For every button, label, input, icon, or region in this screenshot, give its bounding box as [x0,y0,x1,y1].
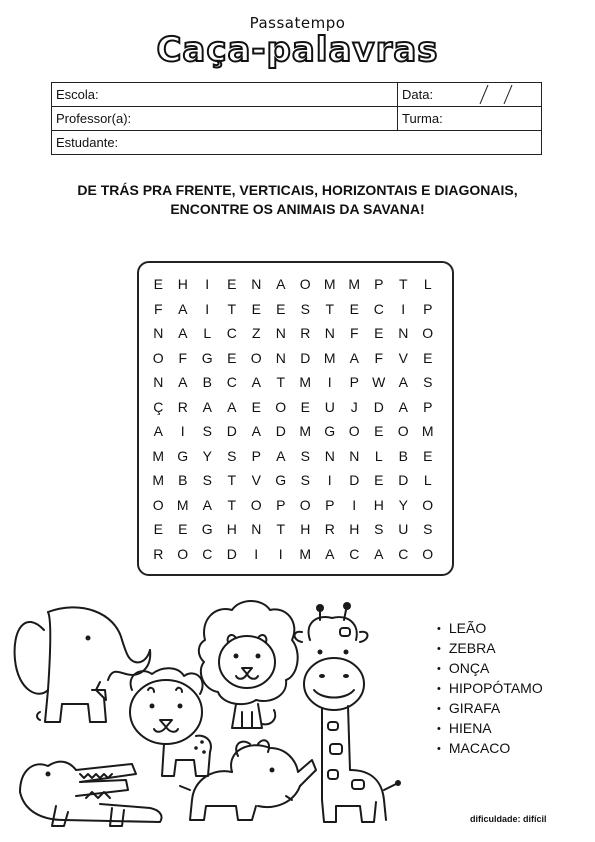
grid-cell[interactable]: E [374,325,384,342]
grid-cell[interactable]: I [180,423,185,440]
grid-cell[interactable]: J [350,398,358,415]
grid-cell[interactable]: E [423,447,433,464]
word-list-item: • GIRAFA [437,699,543,719]
grid-cell[interactable]: Y [202,447,212,464]
grid-cell[interactable]: E [423,349,433,366]
grid-cell[interactable]: A [202,398,212,415]
grid-cell[interactable]: I [327,472,332,489]
grid-cell[interactable]: M [299,423,312,440]
grid-cell[interactable]: C [373,300,384,317]
grid-cell[interactable]: N [275,349,286,366]
grid-cell[interactable]: M [323,276,336,293]
word-list-item: • LEÃO [437,619,543,639]
grid-cell[interactable]: E [227,349,237,366]
grid-cell[interactable]: R [324,521,335,538]
grid-cell[interactable]: O [422,325,434,342]
grid-cell[interactable]: S [227,447,237,464]
grid-cell[interactable]: N [324,325,335,342]
grid-cell[interactable]: M [348,276,361,293]
grid-cell[interactable]: T [227,472,237,489]
date-label: Data: [402,87,434,102]
grid-cell[interactable]: F [374,349,384,366]
grid-cell[interactable]: I [254,545,259,562]
grid-cell[interactable]: U [324,398,335,415]
grid-cell[interactable]: E [349,300,359,317]
crocodile-icon [20,762,162,826]
grid-cell[interactable]: H [373,496,384,513]
grid-cell[interactable]: A [276,447,286,464]
word-list-item: • ZEBRA [437,639,543,659]
grid-cell[interactable]: H [300,521,311,538]
grid-cell[interactable]: L [374,447,383,464]
grid-cell[interactable]: P [423,300,433,317]
grid-cell[interactable]: I [352,496,357,513]
grid-cell[interactable]: T [227,496,237,513]
grid-cell[interactable]: O [250,349,262,366]
worksheet-pretitle: Passatempo [249,14,346,32]
grid-cell[interactable]: A [227,398,237,415]
grid-cell[interactable]: E [178,521,188,538]
instruction-line-1: DE TRÁS PRA FRENTE, VERTICAIS, HORIZONTAIS E DIAGONAIS, [77,182,518,198]
grid-cell[interactable]: T [398,276,408,293]
instruction-line-2: ENCONTRE OS ANIMAIS DA SAVANA! [170,201,425,217]
grid-cell[interactable]: T [325,300,335,317]
grid-cell[interactable]: W [372,374,386,391]
grid-cell[interactable]: M [299,545,312,562]
grid-cell[interactable]: F [349,325,359,342]
class-label: Turma: [402,111,443,126]
grid-cell[interactable]: A [398,398,408,415]
grid-cell[interactable]: G [324,423,336,440]
grid-cell[interactable]: E [276,300,286,317]
grid-cell[interactable]: A [178,300,188,317]
grid-cell[interactable]: P [423,398,433,415]
grid-cell[interactable]: C [226,325,237,342]
grid-cell[interactable]: M [421,423,434,440]
grid-cell[interactable]: E [153,521,163,538]
grid-cell[interactable]: G [177,447,189,464]
grid-cell[interactable]: A [202,496,212,513]
grid-cell[interactable]: I [278,545,283,562]
grid-cell[interactable]: L [203,325,212,342]
grid-cell[interactable]: E [153,276,163,293]
grid-cell[interactable]: A [178,374,188,391]
grid-cell[interactable]: S [374,521,384,538]
grid-cell[interactable]: P [251,447,261,464]
grid-cell[interactable]: L [423,472,432,489]
grid-cell[interactable]: C [202,545,213,562]
grid-cell[interactable]: S [202,472,212,489]
grid-cell[interactable]: O [422,545,434,562]
grid-cell[interactable]: O [152,349,164,366]
grid-cell[interactable]: N [251,521,262,538]
grid-cell[interactable]: N [324,447,335,464]
school-label: Escola: [56,87,99,102]
grid-cell[interactable]: O [348,423,360,440]
grid-cell[interactable]: G [201,349,213,366]
grid-cell[interactable]: B [202,374,212,391]
grid-cell[interactable]: O [422,496,434,513]
grid-cell[interactable]: R [153,545,164,562]
grid-cell[interactable]: R [300,325,311,342]
grid-cell[interactable]: S [300,472,310,489]
difficulty-label: dificuldade: difícil [470,814,547,824]
grid-cell[interactable]: S [300,300,310,317]
grid-cell[interactable]: Ç [153,398,164,415]
grid-cell[interactable]: U [398,521,409,538]
grid-cell[interactable]: D [226,423,237,440]
grid-cell[interactable]: A [251,374,261,391]
grid-cell[interactable]: E [374,472,384,489]
grid-cell[interactable]: N [398,325,409,342]
grid-cell[interactable]: H [349,521,360,538]
grid-cell[interactable]: A [374,545,384,562]
grid-cell[interactable]: E [300,398,310,415]
grid-cell[interactable]: S [300,447,310,464]
grid-cell[interactable]: A [178,325,188,342]
worksheet-title: Caça-palavras [156,30,439,70]
rhino-icon [180,740,316,820]
grid-cell[interactable]: C [226,374,237,391]
teacher-label: Professor(a): [56,111,132,126]
grid-cell[interactable]: M [323,349,336,366]
grid-cell[interactable]: S [202,423,212,440]
grid-cell[interactable]: T [276,374,286,391]
grid-cell[interactable]: E [251,398,261,415]
grid-cell[interactable]: V [398,349,408,366]
grid-cell[interactable]: S [423,374,433,391]
grid-cell[interactable]: Y [398,496,408,513]
grid-cell[interactable]: T [227,300,237,317]
grid-cell[interactable]: I [401,300,406,317]
grid-cell[interactable]: A [398,374,408,391]
grid-cell[interactable]: D [398,472,409,489]
word-list-item: • ONÇA [437,659,543,679]
grid-cell[interactable]: T [276,521,286,538]
grid-cell[interactable]: P [276,496,286,513]
grid-cell[interactable]: H [226,521,237,538]
grid-cell[interactable]: P [349,374,359,391]
grid-cell[interactable]: L [423,276,432,293]
grid-cell[interactable]: A [325,545,335,562]
grid-cell[interactable]: P [325,496,335,513]
grid-cell[interactable]: D [373,398,384,415]
word-list-item: • HIPOPÓTAMO [437,679,543,699]
grid-cell[interactable]: I [327,374,332,391]
grid-cell[interactable]: O [275,398,287,415]
grid-cell[interactable]: A [153,423,163,440]
leopard-icon [130,668,211,776]
grid-cell[interactable]: N [153,374,164,391]
grid-cell[interactable]: N [251,276,262,293]
grid-cell[interactable]: D [349,472,360,489]
grid-cell[interactable]: N [275,325,286,342]
grid-cell[interactable]: A [276,276,286,293]
grid-cell[interactable]: B [398,447,408,464]
grid-cell[interactable]: O [299,496,311,513]
giraffe-icon [295,602,402,822]
grid-cell[interactable]: A [251,423,261,440]
grid-cell[interactable]: D [226,545,237,562]
lion-icon [199,601,298,728]
grid-cell[interactable]: E [374,423,384,440]
grid-cell[interactable]: O [177,545,189,562]
grid-cell[interactable]: C [349,545,360,562]
grid-cell[interactable]: R [177,398,188,415]
student-label: Estudante: [56,135,119,150]
grid-cell[interactable]: V [251,472,261,489]
grid-cell[interactable]: D [275,423,286,440]
grid-cell[interactable]: Z [251,325,261,342]
grid-cell[interactable]: F [178,349,188,366]
grid-cell[interactable]: M [152,472,165,489]
grid-cell[interactable]: G [275,472,287,489]
grid-cell[interactable]: H [177,276,188,293]
grid-cell[interactable]: M [176,496,189,513]
grid-cell[interactable]: B [178,472,188,489]
grid-cell[interactable]: O [397,423,409,440]
grid-cell[interactable]: M [299,374,312,391]
grid-cell[interactable]: D [300,349,311,366]
grid-cell[interactable]: C [398,545,409,562]
word-list-item: • HIENA [437,719,543,739]
grid-cell[interactable]: N [153,325,164,342]
grid-cell[interactable]: M [152,447,165,464]
grid-cell[interactable]: A [349,349,359,366]
grid-cell[interactable]: E [227,276,237,293]
grid-cell[interactable]: S [423,521,433,538]
grid-cell[interactable]: O [250,496,262,513]
grid-cell[interactable]: O [299,276,311,293]
word-list-item: • MACACO [437,739,543,759]
grid-cell[interactable]: N [349,447,360,464]
grid-cell[interactable]: I [205,276,210,293]
grid-cell[interactable]: G [201,521,213,538]
grid-cell[interactable]: O [152,496,164,513]
grid-cell[interactable]: E [251,300,261,317]
grid-cell[interactable]: F [153,300,163,317]
grid-cell[interactable]: P [374,276,384,293]
grid-cell[interactable]: I [205,300,210,317]
